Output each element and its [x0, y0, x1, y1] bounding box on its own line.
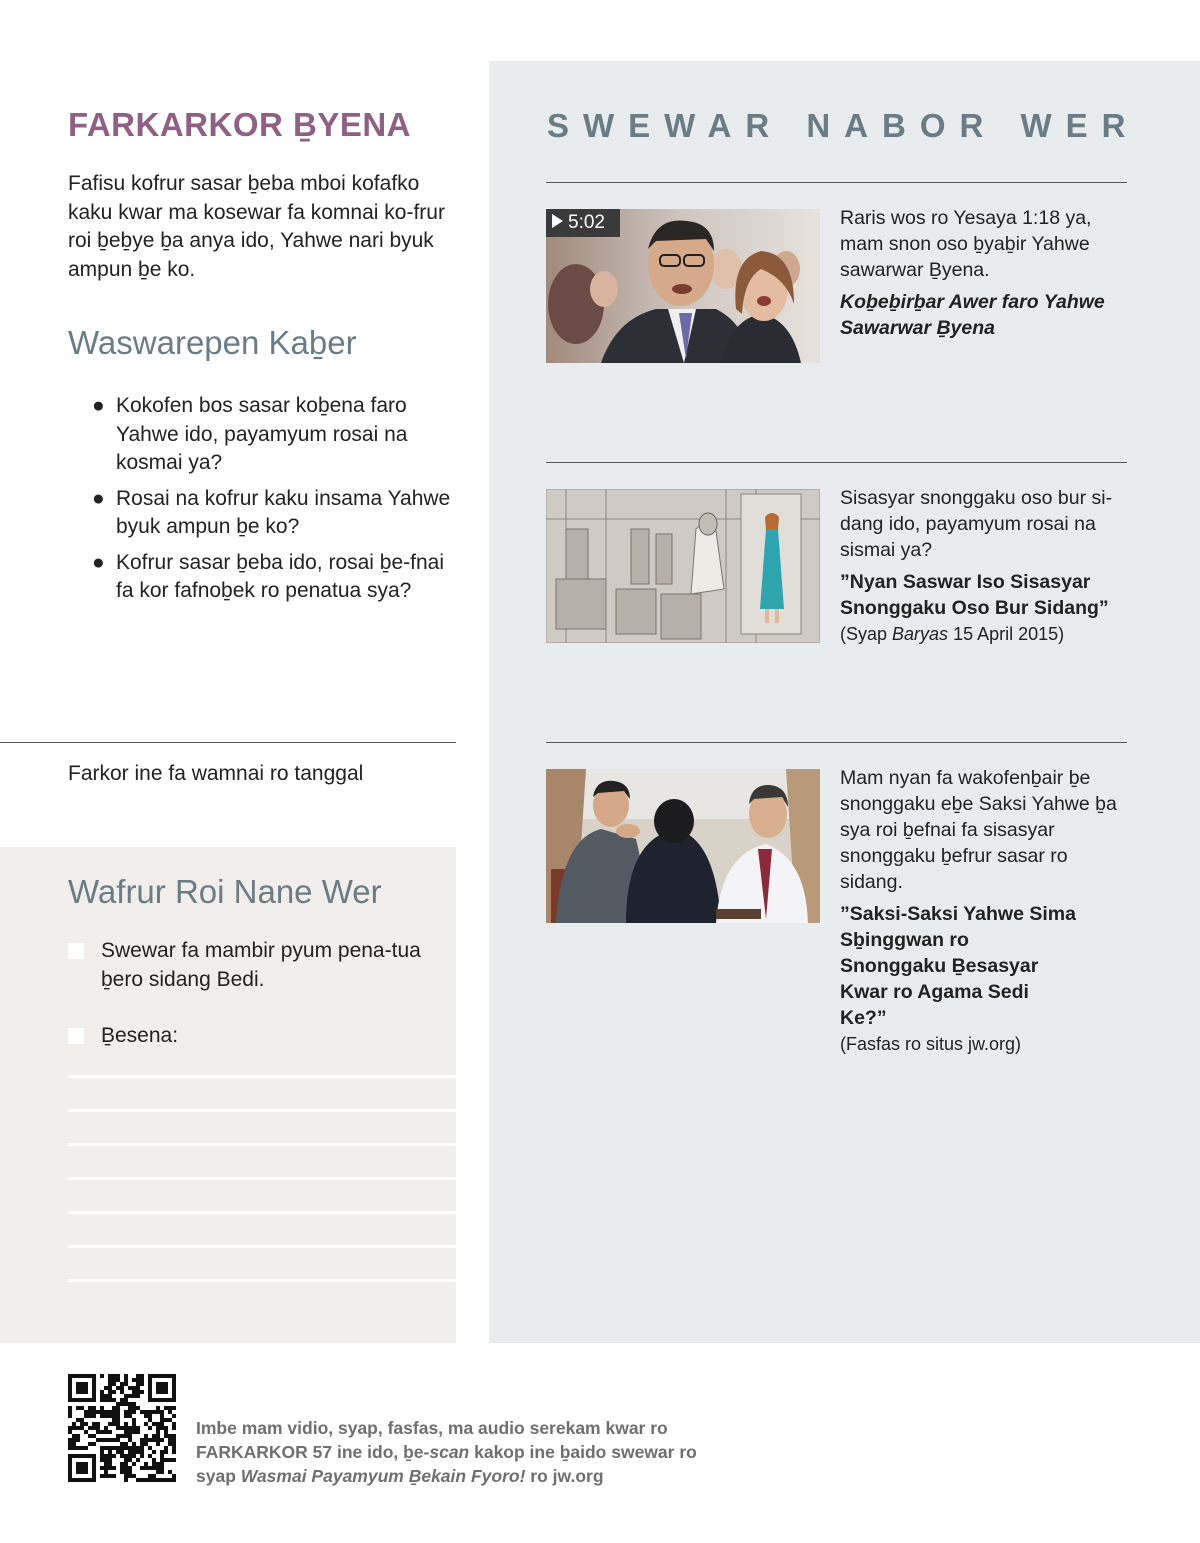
goal-item	[68, 1022, 428, 1051]
goal-text: Swewar fa mambir pyum pena-tua ḇero sidang Bedi.	[101, 939, 421, 991]
review-list	[92, 392, 452, 613]
entry-description: Mam nyan fa wakofenḇair ḇe snonggaku eḇe Saksi Yahwe ḇa sya roi ḇefnai fa sisasyar snonggaku ḇefrur sasar ro sidang.	[840, 767, 1117, 893]
elders-comforting-photo	[546, 769, 820, 923]
checkbox[interactable]	[68, 1028, 84, 1044]
write-line[interactable]	[68, 1211, 456, 1214]
footer-text: Imbe mam vidio, syap, fasfas, ma audio serekam kwar ro FARKARKOR 57 ine ido, ḇe-scan kakop ine ḇaido swewar ro syap Wasmai Payamyum Ḇekain Fyoro! ro jw.org	[196, 1418, 697, 1486]
article-thumbnail[interactable]	[546, 489, 820, 643]
video-duration-badge: 5:02	[546, 209, 620, 237]
entry-source: (Fasfas ro situs jw.org)	[840, 1034, 1022, 1054]
bullet-icon: ●	[92, 486, 105, 510]
dig-deeper-entry	[840, 205, 1120, 341]
dig-deeper-entry	[840, 765, 1120, 1057]
date-label: Farkor ine fa wamnai ro tanggal	[68, 762, 364, 785]
review-item: ● Kofrur sasar ḇeba ido, rosai ḇe-fnai fa kor fafnoḇek ro penatua sya?	[92, 550, 445, 602]
goal-item	[68, 937, 428, 994]
dig-deeper-panel	[489, 61, 1200, 1343]
entry-description: Sisasyar snonggaku oso bur si-dang ido, payamyum rosai na sismai ya?	[840, 487, 1113, 561]
divider	[0, 742, 456, 743]
checkbox[interactable]	[68, 943, 84, 959]
write-line[interactable]	[68, 1245, 456, 1248]
entry-description: Raris wos ro Yesaya 1:18 ya, mam snon oso ḇyaḇir Yahwe sawarwar Ḇyena.	[840, 207, 1092, 281]
write-line[interactable]	[68, 1109, 456, 1112]
play-icon	[552, 214, 563, 228]
divider	[546, 462, 1127, 463]
divider	[546, 182, 1127, 183]
dig-deeper-entry	[840, 485, 1120, 647]
summary-title: FARKARKOR ḆYENA	[68, 106, 412, 143]
review-title: Waswarepen Kaḇer	[68, 324, 357, 361]
dig-deeper-title: SWEWAR NABOR WER	[547, 107, 1140, 144]
bullet-icon: ●	[92, 394, 105, 417]
entry-source: (Syap Baryas 15 April 2015)	[840, 624, 1065, 644]
divider	[546, 742, 1127, 743]
entry-title-link[interactable]: ”Saksi-Saksi Yahwe Sima Sḇinggwan ro Snonggaku Ḇesasyar Kwar ro Agama Sedi Ke?”	[840, 903, 1076, 1029]
qr-code-icon[interactable]	[68, 1374, 176, 1482]
sketch-illustration	[546, 489, 820, 643]
write-line[interactable]	[68, 1075, 456, 1078]
summary-text: Fafisu kofrur sasar ḇeba mboi kofafko kaku kwar ma kosewar fa komnai ko-frur roi ḇeḇye ḇa anya ido, Yahwe nari byuk ampun ḇe ko.	[68, 172, 445, 281]
write-line[interactable]	[68, 1177, 456, 1180]
write-line[interactable]	[68, 1279, 456, 1282]
entry-title-link[interactable]: Koḇeḇirḇar Awer faro Yahwe Sawarwar Ḇyena	[840, 291, 1105, 339]
entry-title-link[interactable]: ”Nyan Saswar Iso Sisasyar Snonggaku Oso Bur Sidang”	[840, 571, 1109, 619]
review-item: ● Rosai na kofrur kaku insama Yahwe byuk ampun ḇe ko?	[92, 486, 451, 538]
goal-text: Ḇesena:	[101, 1024, 179, 1047]
qr-code-graphic	[68, 1374, 176, 1482]
write-line[interactable]	[68, 1143, 456, 1146]
bullet-icon: ●	[92, 550, 105, 574]
video-thumbnail[interactable]	[546, 209, 820, 363]
goals-box	[0, 847, 456, 1343]
review-item: ● Kokofen bos sasar koḇena faro Yahwe ido, payamyum rosai na kosmai ya?	[92, 394, 408, 474]
article-thumbnail[interactable]	[546, 769, 820, 923]
goals-title: Wafrur Roi Nane Wer	[68, 873, 382, 910]
